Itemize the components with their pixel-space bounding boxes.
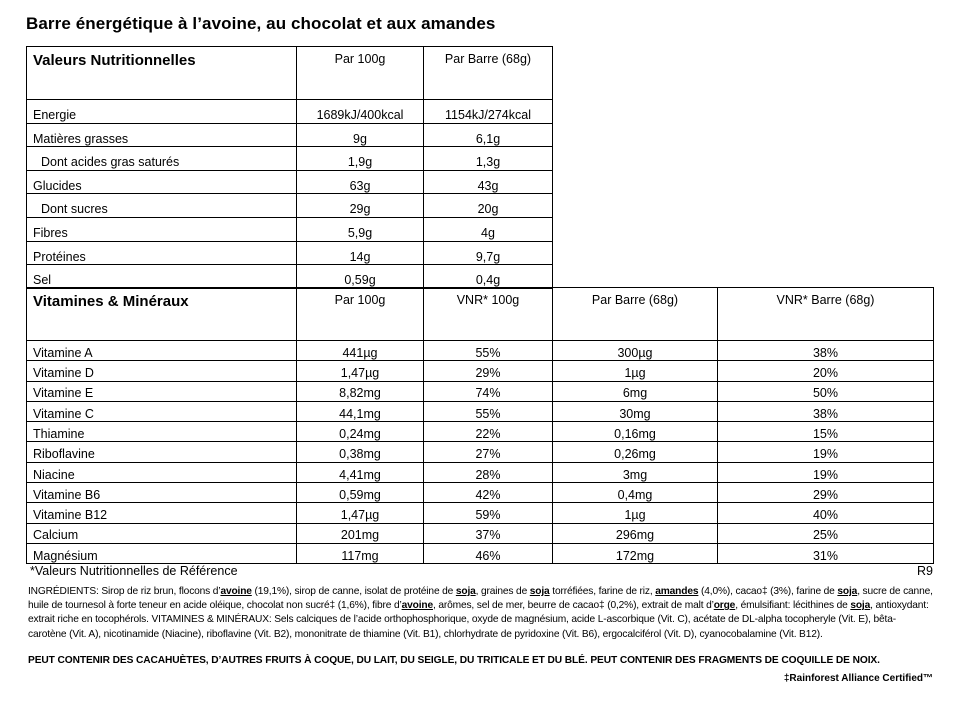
table-row bbox=[27, 523, 934, 543]
nutrient-perbar: 1,3g bbox=[424, 147, 553, 171]
nutrient-perbar: 43g bbox=[424, 170, 553, 194]
nutrient-perbar: 6,1g bbox=[424, 123, 553, 147]
allergen-highlight: soja bbox=[850, 600, 871, 612]
vitamin-perbar: 1µg bbox=[553, 503, 718, 523]
nutrient-perbar: 20g bbox=[424, 194, 553, 218]
vitamin-per100: 0,59mg bbox=[297, 483, 424, 503]
table-row bbox=[27, 100, 553, 124]
vitamin-per100: 1,47µg bbox=[297, 361, 424, 381]
vitamin-per100: 0,38mg bbox=[297, 442, 424, 462]
vitamin-vnr100: 42% bbox=[424, 483, 553, 503]
ingredients-segment: torréfiées, farine de riz, bbox=[549, 586, 656, 597]
vitamin-perbar: 30mg bbox=[553, 401, 718, 421]
vitamins-header-per100: Par 100g bbox=[297, 288, 424, 341]
nutrient-perbar: 1154kJ/274kcal bbox=[424, 100, 553, 124]
nutrient-per100: 9g bbox=[297, 123, 424, 147]
vitamin-per100: 44,1mg bbox=[297, 401, 424, 421]
vitamin-label: Calcium bbox=[27, 523, 297, 543]
vitamin-perbar: 0,4mg bbox=[553, 483, 718, 503]
vitamin-vnr100: 22% bbox=[424, 422, 553, 442]
vitamins-header-label: Vitamines & Minéraux bbox=[27, 288, 297, 341]
vitamins-table bbox=[26, 287, 934, 564]
nutrient-label: Fibres bbox=[27, 217, 297, 241]
table-row bbox=[27, 483, 934, 503]
table-row bbox=[27, 503, 934, 523]
nutrition-header-perbar: Par Barre (68g) bbox=[424, 47, 553, 100]
table-row bbox=[27, 462, 934, 482]
vitamin-vnr100: 28% bbox=[424, 462, 553, 482]
vitamin-vnrbar: 38% bbox=[718, 401, 934, 421]
table-row bbox=[27, 123, 553, 147]
ingredients-segment: , graines de bbox=[475, 586, 530, 597]
vitamin-vnrbar: 50% bbox=[718, 381, 934, 401]
vitamin-vnr100: 29% bbox=[424, 361, 553, 381]
vitamin-per100: 0,24mg bbox=[297, 422, 424, 442]
vitamin-vnr100: 37% bbox=[424, 523, 553, 543]
table-row bbox=[27, 442, 934, 462]
nutrient-per100: 1689kJ/400kcal bbox=[297, 100, 424, 124]
vitamin-vnr100: 74% bbox=[424, 381, 553, 401]
table-row bbox=[27, 341, 934, 361]
nutrient-per100: 5,9g bbox=[297, 217, 424, 241]
vitamin-vnrbar: 20% bbox=[718, 361, 934, 381]
vitamin-label: Vitamine D bbox=[27, 361, 297, 381]
product-code: R9 bbox=[917, 564, 933, 578]
nutrient-perbar: 4g bbox=[424, 217, 553, 241]
nutrition-header-label: Valeurs Nutritionnelles bbox=[27, 47, 297, 100]
ingredients-text bbox=[28, 585, 934, 642]
vitamin-per100: 201mg bbox=[297, 523, 424, 543]
vitamin-vnrbar: 29% bbox=[718, 483, 934, 503]
ingredients-segment: INGRÉDIENTS: Sirop de riz brun, flocons d’ bbox=[28, 586, 221, 597]
table-row bbox=[27, 381, 934, 401]
vitamin-vnrbar: 38% bbox=[718, 341, 934, 361]
vitamin-label: Riboflavine bbox=[27, 442, 297, 462]
nutrition-table bbox=[26, 46, 553, 289]
table-row bbox=[27, 194, 553, 218]
table-row bbox=[27, 401, 934, 421]
allergen-highlight: soja bbox=[455, 586, 476, 597]
vitamins-header-perbar: Par Barre (68g) bbox=[553, 288, 718, 341]
vitamin-vnrbar: 19% bbox=[718, 462, 934, 482]
ingredients-segment: , antioxydant: extrait riche en tocophérols. VITAMINES & MINÉRAUX: Sels calciques de l’acide orthophosphorique, oxyde de magnésium, acide L-ascorbique (Vit. C), acétate de DL-alpha tocopheryle (Vit. E), bêta-carotène (Vit. A), nicotinamide (Niacine), riboflavine (Vit. B2), mononitrate de thiamine (Vit. B1), chlorhydrate de pyridoxine (Vit. B6), ergocalciférol (Vit. D), cyanocobalamine (Vit. B12). bbox=[28, 600, 929, 640]
vitamin-label: Thiamine bbox=[27, 422, 297, 442]
allergen-highlight: soja bbox=[529, 586, 550, 597]
vitamin-vnrbar: 15% bbox=[718, 422, 934, 442]
table-row bbox=[27, 361, 934, 381]
nutrient-label: Sel bbox=[27, 265, 297, 289]
allergen-highlight: avoine bbox=[220, 586, 252, 597]
vitamin-per100: 4,41mg bbox=[297, 462, 424, 482]
nutrient-label: Matières grasses bbox=[27, 123, 297, 147]
vitamin-per100: 117mg bbox=[297, 543, 424, 563]
vitamin-perbar: 0,26mg bbox=[553, 442, 718, 462]
vitamin-perbar: 3mg bbox=[553, 462, 718, 482]
vitamin-vnr100: 59% bbox=[424, 503, 553, 523]
vitamin-perbar: 300µg bbox=[553, 341, 718, 361]
nutrient-per100: 14g bbox=[297, 241, 424, 265]
vitamin-label: Niacine bbox=[27, 462, 297, 482]
allergen-highlight: orge bbox=[713, 600, 736, 612]
vitamin-perbar: 172mg bbox=[553, 543, 718, 563]
nutrient-label: Protéines bbox=[27, 241, 297, 265]
vitamin-vnr100: 55% bbox=[424, 401, 553, 421]
vitamin-vnrbar: 31% bbox=[718, 543, 934, 563]
vitamin-vnr100: 46% bbox=[424, 543, 553, 563]
vitamin-vnr100: 55% bbox=[424, 341, 553, 361]
vitamin-perbar: 296mg bbox=[553, 523, 718, 543]
vitamin-label: Vitamine E bbox=[27, 381, 297, 401]
nutrient-per100: 29g bbox=[297, 194, 424, 218]
vnr-footnote: *Valeurs Nutritionnelles de Référence bbox=[30, 564, 238, 578]
vitamin-label: Vitamine C bbox=[27, 401, 297, 421]
ingredients-segment: , émulsifiant: lécithines de bbox=[735, 600, 851, 612]
table-row bbox=[27, 147, 553, 171]
ingredients-segment: , sucre de canne, huile de tournesol à forte teneur en acide oléique, chocolat non sucré‡ (1,6%), fibre d’ bbox=[28, 586, 933, 612]
allergen-highlight: avoine bbox=[401, 600, 433, 612]
nutrient-label: Glucides bbox=[27, 170, 297, 194]
vitamin-perbar: 0,16mg bbox=[553, 422, 718, 442]
nutrient-per100: 63g bbox=[297, 170, 424, 194]
vitamins-header-row bbox=[27, 288, 934, 341]
nutrient-perbar: 0,4g bbox=[424, 265, 553, 289]
ingredients-segment: (4,0%), cacao‡ (3%), farine de bbox=[698, 586, 838, 597]
nutrient-label: Energie bbox=[27, 100, 297, 124]
certification-note: ‡Rainforest Alliance Certified™ bbox=[783, 673, 933, 684]
vitamin-vnr100: 27% bbox=[424, 442, 553, 462]
table-row bbox=[27, 170, 553, 194]
vitamins-header-vnr100: VNR* 100g bbox=[424, 288, 553, 341]
vitamin-per100: 1,47µg bbox=[297, 503, 424, 523]
vitamin-label: Vitamine B6 bbox=[27, 483, 297, 503]
nutrient-per100: 0,59g bbox=[297, 265, 424, 289]
nutrition-header-per100: Par 100g bbox=[297, 47, 424, 100]
table-row bbox=[27, 543, 934, 563]
product-title: Barre énergétique à l’avoine, au chocolat et aux amandes bbox=[26, 14, 496, 33]
table-row bbox=[27, 422, 934, 442]
vitamin-perbar: 6mg bbox=[553, 381, 718, 401]
vitamin-vnrbar: 19% bbox=[718, 442, 934, 462]
ingredients-segment: , arômes, sel de mer, beurre de cacao‡ (0,2%), extrait de malt d’ bbox=[432, 600, 714, 612]
allergen-warning: PEUT CONTENIR DES CACAHUÈTES, D’AUTRES FRUITS À COQUE, DU LAIT, DU SEIGLE, DU TRITICALE ET DU BLÉ. PEUT CONTENIR DES FRAGMENTS DE COQUILLE DE NOIX. bbox=[28, 655, 880, 666]
vitamin-vnrbar: 25% bbox=[718, 523, 934, 543]
nutrient-label: Dont sucres bbox=[27, 194, 297, 218]
table-row bbox=[27, 265, 553, 289]
vitamin-per100: 441µg bbox=[297, 341, 424, 361]
vitamin-per100: 8,82mg bbox=[297, 381, 424, 401]
vitamin-perbar: 1µg bbox=[553, 361, 718, 381]
vitamin-label: Vitamine A bbox=[27, 341, 297, 361]
ingredients-segment: (19,1%), sirop de canne, isolat de protéine de bbox=[251, 586, 456, 597]
vitamin-label: Magnésium bbox=[27, 543, 297, 563]
nutrition-header-row bbox=[27, 47, 553, 100]
vitamin-vnrbar: 40% bbox=[718, 503, 934, 523]
vitamins-header-vnrbar: VNR* Barre (68g) bbox=[718, 288, 934, 341]
allergen-highlight: amandes bbox=[655, 586, 699, 597]
nutrient-perbar: 9,7g bbox=[424, 241, 553, 265]
table-row bbox=[27, 241, 553, 265]
table-row bbox=[27, 217, 553, 241]
vitamin-label: Vitamine B12 bbox=[27, 503, 297, 523]
nutrient-per100: 1,9g bbox=[297, 147, 424, 171]
allergen-highlight: soja bbox=[837, 586, 858, 597]
nutrient-label: Dont acides gras saturés bbox=[27, 147, 297, 171]
